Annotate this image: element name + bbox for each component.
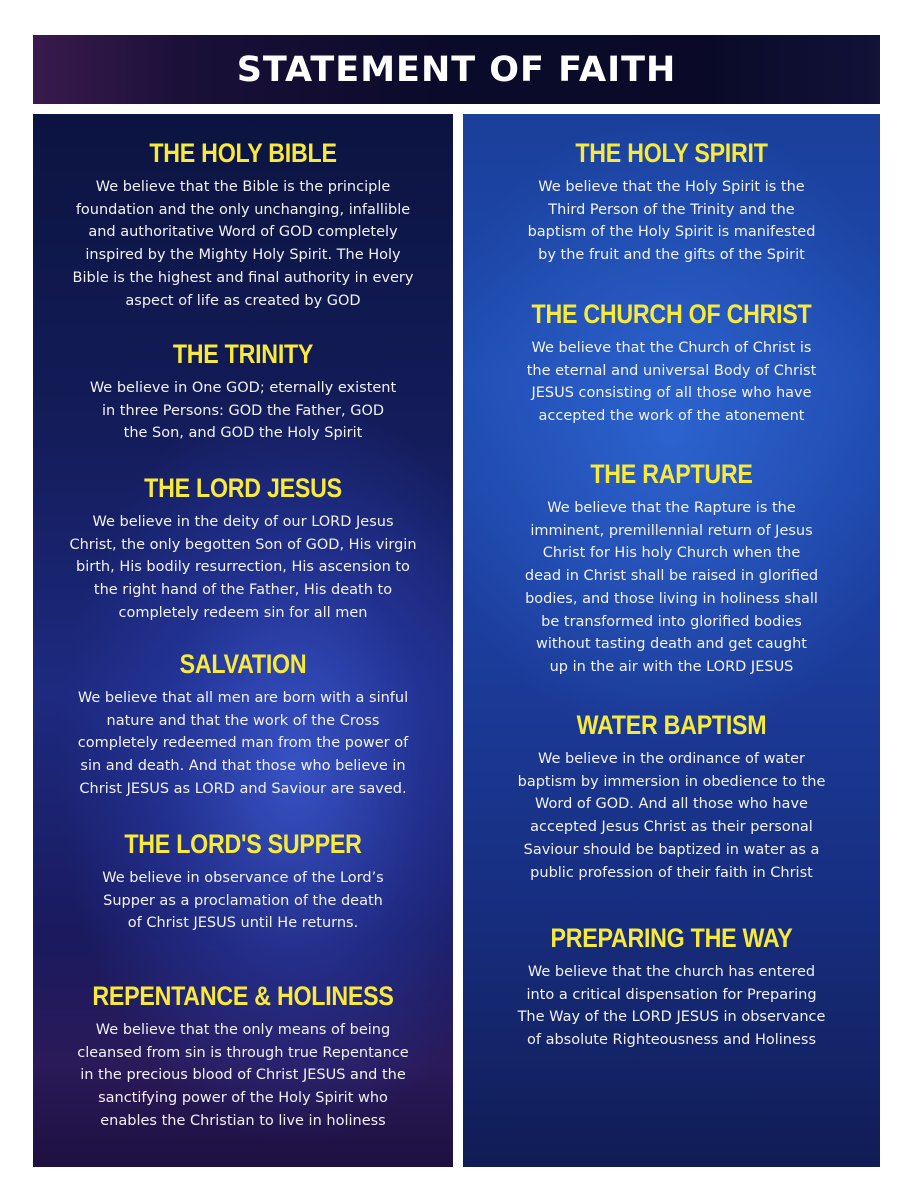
- section-trinity: [33, 337, 453, 445]
- section-body: We believe in observance of the Lord’s Supper as a proclamation of the death of Christ JESUS until He returns.: [102, 870, 384, 932]
- section-body: We believe that the church has entered into a critical dispensation for Preparing The Way of the LORD JESUS in observance of absolute Righteousness and Holiness: [517, 964, 826, 1049]
- section-heading: THE LORD'S SUPPER: [124, 829, 362, 859]
- section-body: We believe that the only means of being cleansed from sin is through true Repentance in the precious blood of Christ JESUS and the sanctifying power of the Holy Spirit who enables the Christian to live in holiness: [77, 1022, 409, 1129]
- section-salvation: [33, 647, 453, 801]
- section-body: We believe that the Holy Spirit is the Third Person of the Trinity and the baptism of the Holy Spirit is manifested by the fruit and the gifts of the Spirit: [527, 179, 816, 264]
- section-water-baptism: [463, 708, 880, 884]
- section-body: We believe that the Bible is the principle foundation and the only unchanging, infallible and authoritative Word of GOD completely inspired by the Mighty Holy Spirit. The Holy Bible is the highest and final authority in every aspect of life as created by GOD: [72, 179, 414, 309]
- section-body: We believe in the deity of our LORD Jesus Christ, the only begotten Son of GOD, His virgin birth, His bodily resurrection, His ascension to the right hand of the Father, His death to completely redeem sin for all men: [69, 514, 417, 621]
- section-heading: THE HOLY BIBLE: [149, 138, 337, 168]
- section-lords-supper: [33, 827, 453, 935]
- section-heading: THE CHURCH OF CHRIST: [531, 299, 812, 329]
- section-church-of-christ: [463, 297, 880, 428]
- section-body: We believe that the Church of Christ is the eternal and universal Body of Christ JESUS consisting of all those who have accepted the work of the atonement: [526, 340, 817, 425]
- section-heading: PREPARING THE WAY: [550, 923, 793, 953]
- title-banner: [33, 35, 880, 104]
- section-heading: WATER BAPTISM: [576, 710, 767, 740]
- section-rapture: [463, 457, 880, 679]
- section-body: We believe that the Rapture is the imminent, premillennial return of Jesus Christ for His holy Church when the dead in Christ shall be raised in glorified bodies, and those living in holiness shall be transformed into glorified bodies without tasting death and get caught up in the air with the LORD JESUS: [524, 500, 819, 675]
- section-lord-jesus: [33, 471, 453, 625]
- section-holy-spirit: [463, 136, 880, 267]
- section-holy-bible: [33, 136, 453, 312]
- section-heading: SALVATION: [179, 649, 307, 679]
- section-body: We believe that all men are born with a sinful nature and that the work of the Cross completely redeemed man from the power of sin and death. And that those who believe in Christ JESUS as LORD and Saviour are saved.: [77, 690, 409, 797]
- section-preparing-the-way: [463, 921, 880, 1052]
- section-heading: REPENTANCE & HOLINESS: [92, 981, 394, 1011]
- section-heading: THE TRINITY: [172, 339, 314, 369]
- section-body: We believe in One GOD; eternally existent in three Persons: GOD the Father, GOD the Son, and GOD the Holy Spirit: [89, 380, 397, 442]
- right-column: [463, 114, 880, 1167]
- section-heading: THE RAPTURE: [590, 459, 753, 489]
- left-column: [33, 114, 453, 1167]
- section-repentance-holiness: [33, 979, 453, 1133]
- page-title: STATEMENT OF FAITH: [236, 49, 677, 90]
- section-heading: THE HOLY SPIRIT: [575, 138, 768, 168]
- section-body: We believe in the ordinance of water baptism by immersion in obedience to the Word of GOD. And all those who have accepted Jesus Christ as their personal Saviour should be baptized in water as a public profession of their faith in Christ: [517, 751, 826, 881]
- section-heading: THE LORD JESUS: [144, 473, 342, 503]
